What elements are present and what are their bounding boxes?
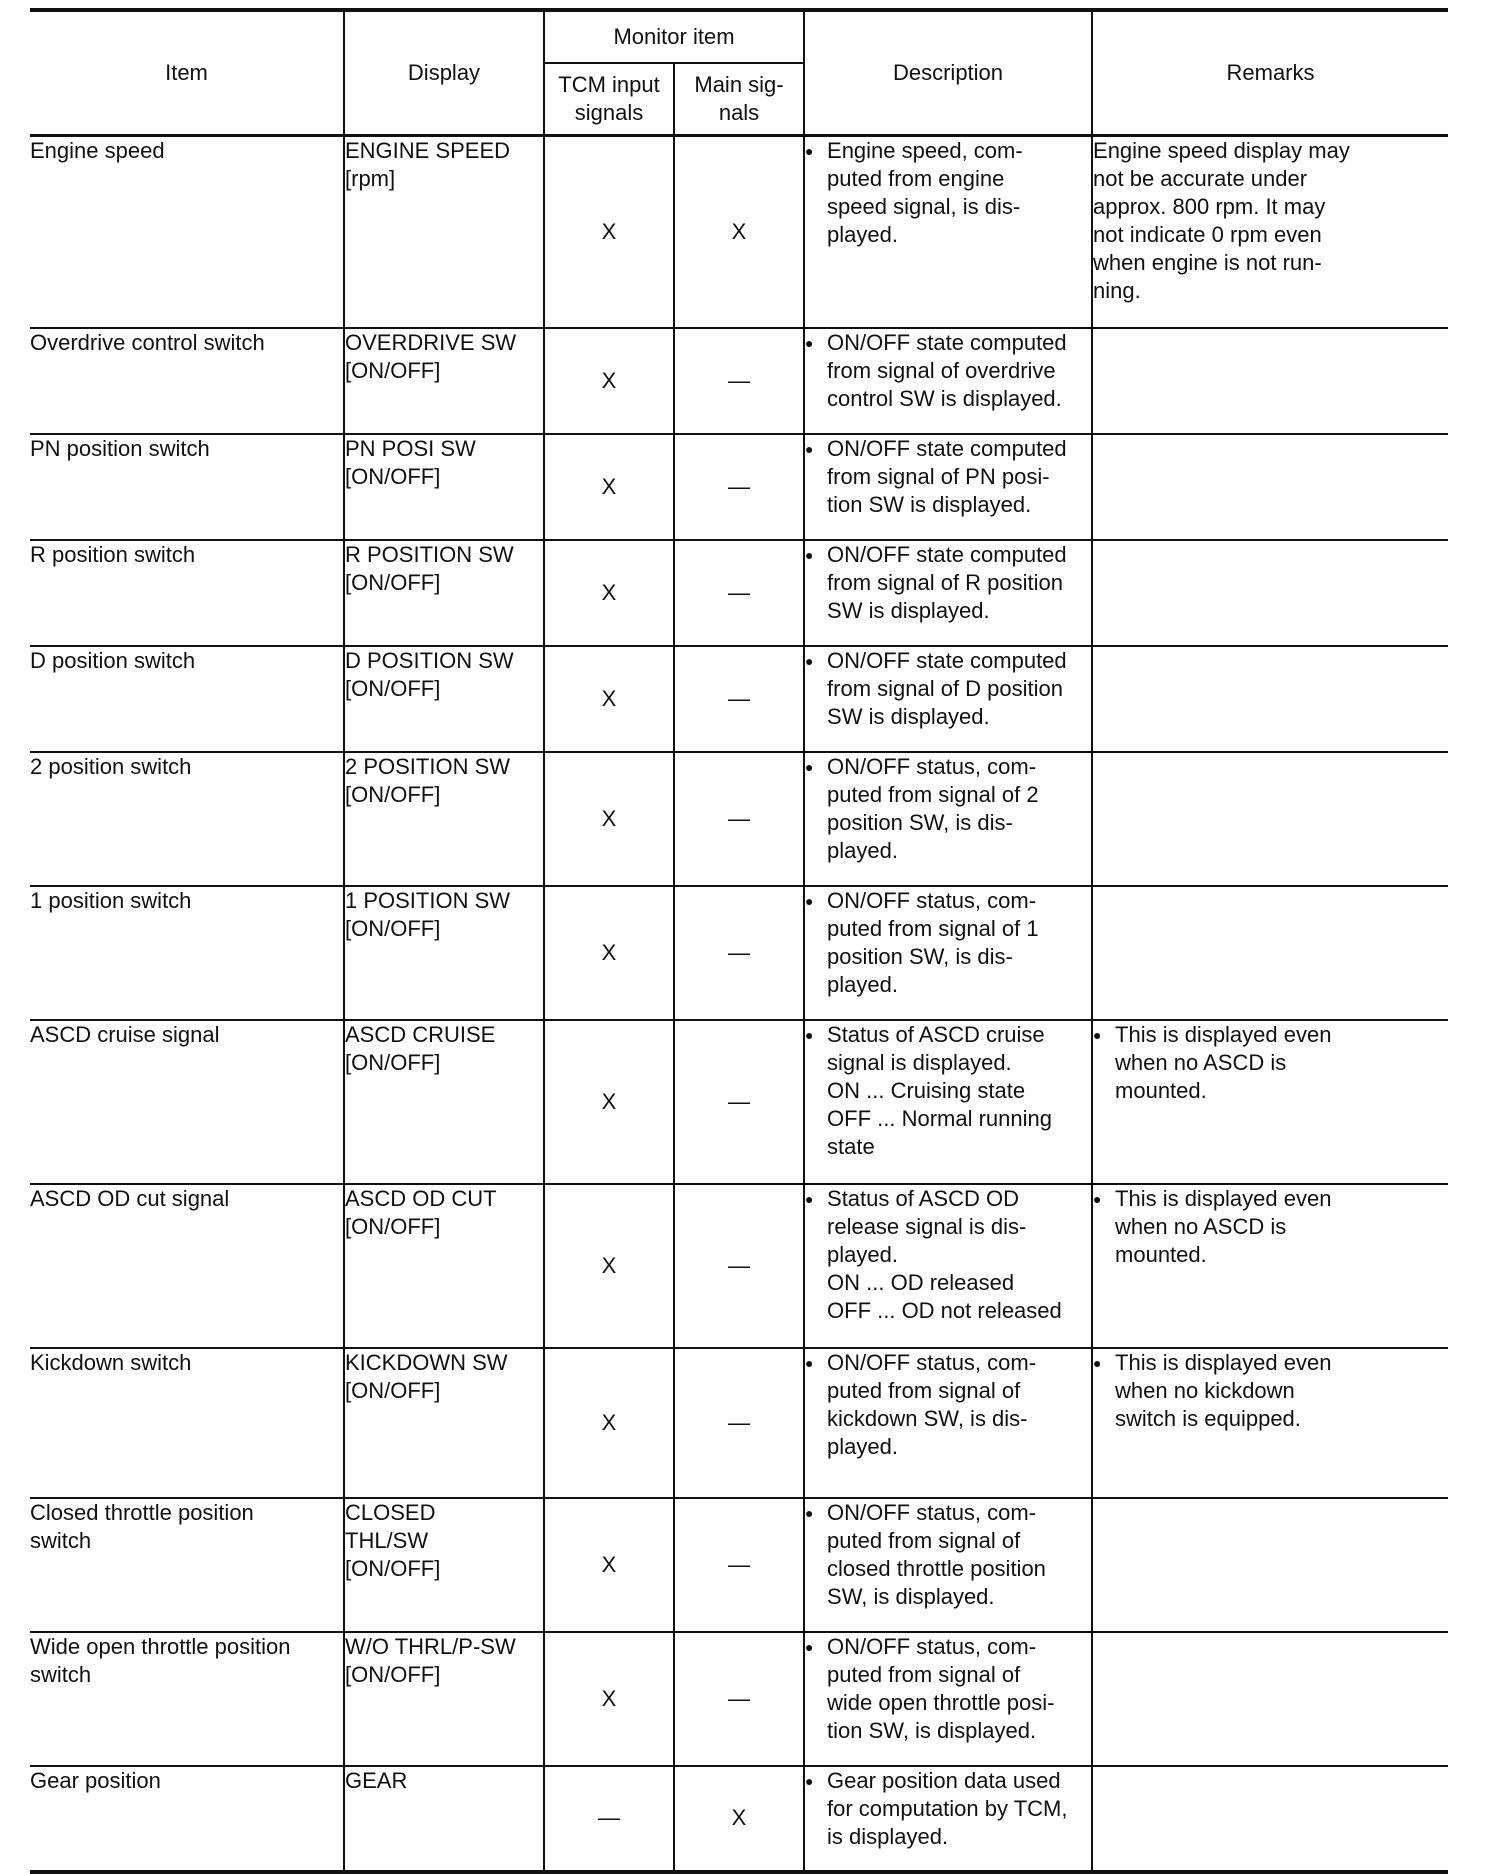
description-text: Engine speed, com- puted from engine speed signal, is dis- played. <box>827 138 1023 247</box>
description-text: ON/OFF status, com- puted from signal of closed throttle position SW, is displayed. <box>827 1499 1046 1609</box>
bullet-icon: ● <box>1093 1354 1102 1371</box>
main-signal-mark: — <box>674 1498 804 1632</box>
display-cell: D POSITION SW [ON/OFF] <box>344 646 544 752</box>
remarks-text: This is displayed even when no ASCD is mounted. <box>1115 1021 1332 1103</box>
tcm-input-mark: — <box>544 1766 674 1872</box>
bullet-icon: ● <box>805 758 814 775</box>
page <box>30 8 1448 1874</box>
item-cell: 2 position switch <box>30 752 344 886</box>
description-cell <box>804 1184 1092 1348</box>
bullet-icon: ● <box>1093 1190 1102 1207</box>
table-row <box>30 752 1448 886</box>
display-cell: 1 POSITION SW [ON/OFF] <box>344 886 544 1020</box>
description-cell <box>804 540 1092 646</box>
display-cell: R POSITION SW [ON/OFF] <box>344 540 544 646</box>
item-cell: Closed throttle position switch <box>30 1498 344 1632</box>
tcm-input-mark: X <box>544 1184 674 1348</box>
table-row <box>30 1184 1448 1348</box>
main-signal-mark: — <box>674 886 804 1020</box>
item-cell: ASCD OD cut signal <box>30 1184 344 1348</box>
tcm-input-mark: X <box>544 540 674 646</box>
remarks-cell <box>1092 646 1448 752</box>
main-signal-mark: — <box>674 540 804 646</box>
table-row <box>30 1348 1448 1498</box>
bullet-icon: ● <box>805 546 814 563</box>
tcm-input-mark: X <box>544 1348 674 1498</box>
tcm-input-mark: X <box>544 136 674 328</box>
bullet-icon: ● <box>805 1772 814 1789</box>
bullet-icon: ● <box>805 1638 814 1655</box>
display-cell: OVERDRIVE SW [ON/OFF] <box>344 328 544 434</box>
description-text: Status of ASCD cruise signal is displayed. ON ... Cruising state OFF ... Normal running state <box>827 1021 1052 1159</box>
item-cell: R position switch <box>30 540 344 646</box>
bullet-icon: ● <box>805 1354 814 1371</box>
description-text: ON/OFF state computed from signal of overdrive control SW is displayed. <box>827 329 1067 411</box>
item-cell: 1 position switch <box>30 886 344 1020</box>
tcm-input-mark: X <box>544 646 674 752</box>
remarks-cell <box>1092 1766 1448 1872</box>
tcm-input-mark: X <box>544 1498 674 1632</box>
main-signal-mark: — <box>674 1348 804 1498</box>
remarks-cell <box>1092 1184 1448 1348</box>
header-tcm-input-signals: TCM input signals <box>544 63 674 136</box>
table-row <box>30 886 1448 1020</box>
tcm-input-mark: X <box>544 1020 674 1184</box>
description-text: Status of ASCD OD release signal is dis- played. ON ... OD released OFF ... OD not released <box>827 1185 1062 1323</box>
bullet-icon: ● <box>805 652 814 669</box>
description-text: ON/OFF state computed from signal of PN posi- tion SW is displayed. <box>827 435 1067 517</box>
remarks-cell <box>1092 886 1448 1020</box>
remarks-cell <box>1092 328 1448 434</box>
description-text: ON/OFF status, com- puted from signal of 1 position SW, is dis- played. <box>827 887 1039 997</box>
header-main-signals: Main sig- nals <box>674 63 804 136</box>
remarks-text: This is displayed even when no kickdown switch is equipped. <box>1115 1349 1332 1431</box>
tcm-input-mark: X <box>544 1632 674 1766</box>
item-cell: PN position switch <box>30 434 344 540</box>
description-text: ON/OFF status, com- puted from signal of wide open throttle posi- tion SW, is displayed. <box>827 1633 1055 1743</box>
table-row <box>30 1020 1448 1184</box>
display-cell: ASCD CRUISE [ON/OFF] <box>344 1020 544 1184</box>
description-cell <box>804 328 1092 434</box>
item-cell: Overdrive control switch <box>30 328 344 434</box>
description-text: ON/OFF state computed from signal of R position SW is displayed. <box>827 541 1067 623</box>
item-cell: Wide open throttle position switch <box>30 1632 344 1766</box>
header-description: Description <box>804 10 1092 136</box>
item-cell: Engine speed <box>30 136 344 328</box>
remarks-cell <box>1092 540 1448 646</box>
item-cell: ASCD cruise signal <box>30 1020 344 1184</box>
display-cell: ENGINE SPEED [rpm] <box>344 136 544 328</box>
main-signal-mark: — <box>674 328 804 434</box>
item-cell: D position switch <box>30 646 344 752</box>
bullet-icon: ● <box>805 143 814 159</box>
remarks-text: Engine speed display may not be accurate under approx. 800 rpm. It may not indicate 0 rpm even when engine is not run- ning. <box>1093 138 1350 303</box>
display-cell: CLOSED THL/SW [ON/OFF] <box>344 1498 544 1632</box>
bullet-icon: ● <box>805 1026 814 1043</box>
main-signal-mark: X <box>674 136 804 328</box>
table-row <box>30 646 1448 752</box>
table-body <box>30 136 1448 1872</box>
description-cell <box>804 752 1092 886</box>
main-signal-mark: — <box>674 1632 804 1766</box>
description-cell <box>804 1348 1092 1498</box>
description-cell <box>804 1020 1092 1184</box>
display-cell: GEAR <box>344 1766 544 1872</box>
header-remarks: Remarks <box>1092 10 1448 136</box>
display-cell: ASCD OD CUT [ON/OFF] <box>344 1184 544 1348</box>
description-text: ON/OFF state computed from signal of D position SW is displayed. <box>827 647 1067 729</box>
main-signal-mark: — <box>674 434 804 540</box>
monitor-item-table <box>30 8 1448 1874</box>
description-text: ON/OFF status, com- puted from signal of 2 position SW, is dis- played. <box>827 753 1039 863</box>
bullet-icon: ● <box>805 892 814 909</box>
remarks-text: This is displayed even when no ASCD is mounted. <box>1115 1185 1332 1267</box>
display-cell: KICKDOWN SW [ON/OFF] <box>344 1348 544 1498</box>
display-cell: PN POSI SW [ON/OFF] <box>344 434 544 540</box>
remarks-cell <box>1092 434 1448 540</box>
description-cell <box>804 434 1092 540</box>
table-row <box>30 136 1448 328</box>
description-cell <box>804 1632 1092 1766</box>
header-monitor-item: Monitor item <box>544 10 804 63</box>
description-text: Gear position data used for computation by TCM, is displayed. <box>827 1767 1068 1849</box>
bullet-icon: ● <box>805 1190 814 1207</box>
display-cell: W/O THRL/P-SW [ON/OFF] <box>344 1632 544 1766</box>
remarks-cell <box>1092 752 1448 886</box>
remarks-cell <box>1092 1020 1448 1184</box>
remarks-cell <box>1092 1348 1448 1498</box>
description-cell <box>804 1766 1092 1872</box>
table-row <box>30 434 1448 540</box>
table-row <box>30 1632 1448 1766</box>
description-text: ON/OFF status, com- puted from signal of kickdown SW, is dis- played. <box>827 1349 1037 1459</box>
main-signal-mark: X <box>674 1766 804 1872</box>
description-cell <box>804 136 1092 328</box>
tcm-input-mark: X <box>544 434 674 540</box>
tcm-input-mark: X <box>544 328 674 434</box>
main-signal-mark: — <box>674 1020 804 1184</box>
remarks-cell <box>1092 136 1448 328</box>
item-cell: Kickdown switch <box>30 1348 344 1498</box>
main-signal-mark: — <box>674 1184 804 1348</box>
table-row <box>30 540 1448 646</box>
tcm-input-mark: X <box>544 886 674 1020</box>
remarks-cell <box>1092 1498 1448 1632</box>
tcm-input-mark: X <box>544 752 674 886</box>
description-cell <box>804 646 1092 752</box>
main-signal-mark: — <box>674 646 804 752</box>
description-cell <box>804 1498 1092 1632</box>
remarks-cell <box>1092 1632 1448 1766</box>
bullet-icon: ● <box>805 334 814 351</box>
item-cell: Gear position <box>30 1766 344 1872</box>
header-item: Item <box>30 10 344 136</box>
table-row <box>30 1498 1448 1632</box>
bullet-icon: ● <box>1093 1026 1102 1043</box>
bullet-icon: ● <box>805 1504 814 1521</box>
header-display: Display <box>344 10 544 136</box>
description-cell <box>804 886 1092 1020</box>
table-row <box>30 1766 1448 1872</box>
display-cell: 2 POSITION SW [ON/OFF] <box>344 752 544 886</box>
main-signal-mark: — <box>674 752 804 886</box>
table-row <box>30 328 1448 434</box>
bullet-icon: ● <box>805 440 814 457</box>
